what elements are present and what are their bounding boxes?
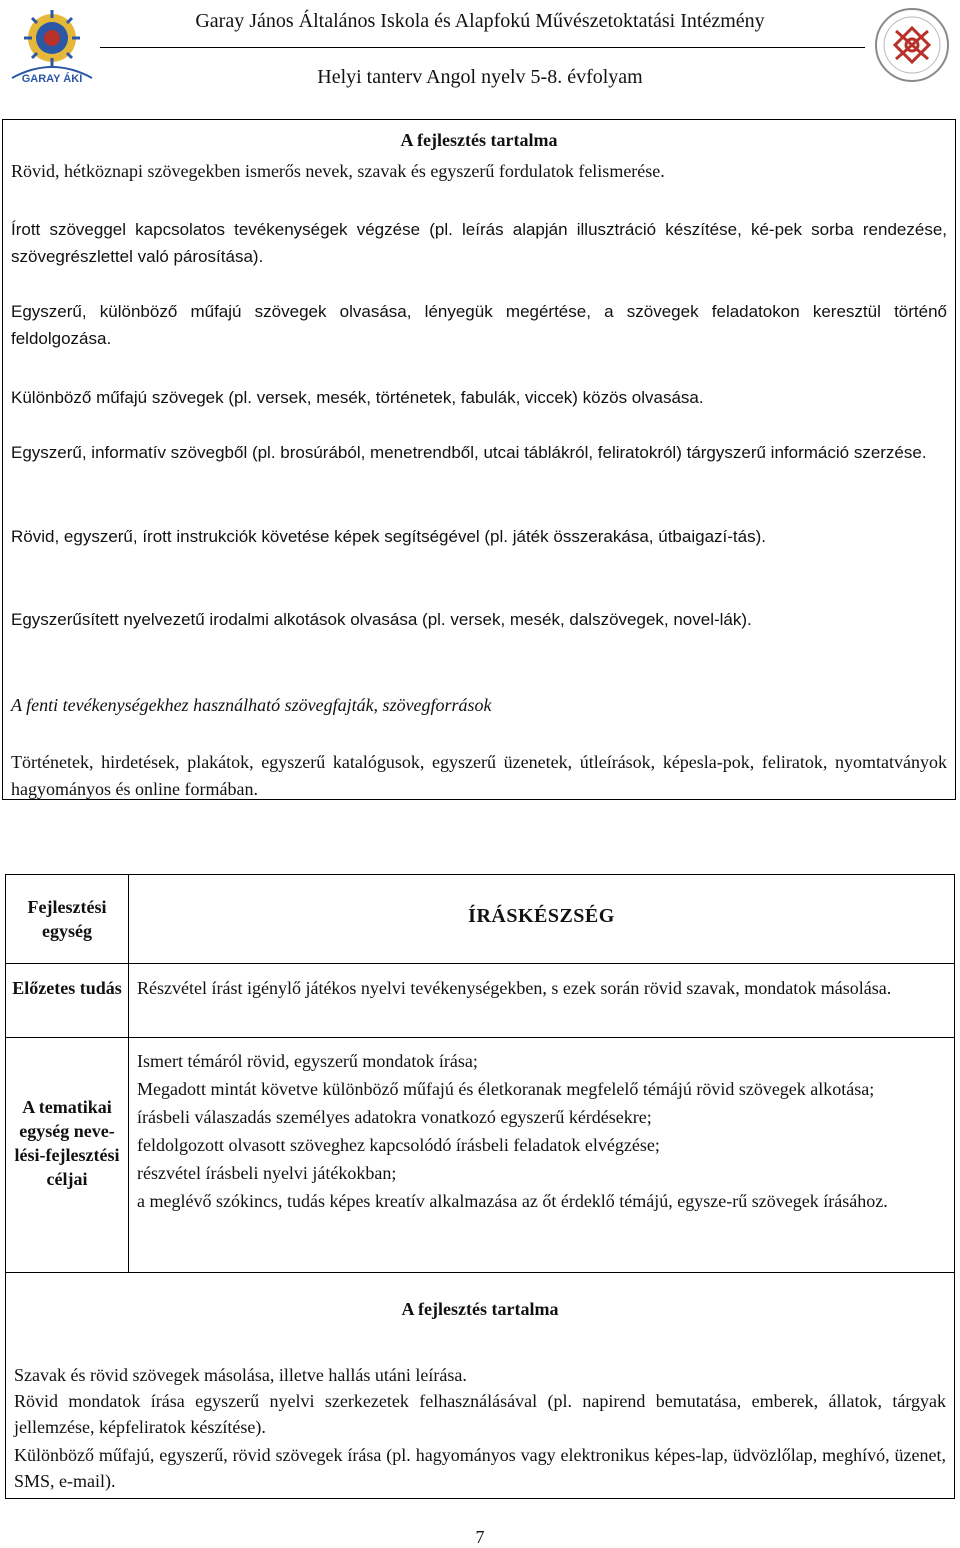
subheading-italic: A fenti tevékenységekhez használható szövegfajták, szövegforrások (11, 695, 492, 715)
header-rule (100, 47, 865, 48)
section-heading: A fejlesztés tartalma (401, 1299, 559, 1319)
paragraph: Egyszerűsített nyelvezetű irodalmi alkotások olvasása (pl. versek, mesék, dalszövegek, novel-lák). (11, 610, 752, 629)
column-divider (128, 875, 129, 1272)
seal-logo (866, 6, 958, 84)
content-paragraph: Különböző műfajú, egyszerű, rövid szövegek írása (pl. hagyományos vagy elektronikus képes-lap, üdvözlőlap, meghívó, üzenet, SMS, e-mail). (14, 1445, 946, 1491)
paragraph: Egyszerű, különböző műfajú szövegek olvasása, lényegük megértése, a szövegek feladatokon keresztül történő feldolgozása. (11, 302, 947, 348)
content-box-reading (2, 119, 956, 800)
logo-text: GARAY ÁKI (21, 73, 83, 85)
goal-item: feldolgozott olvasott szöveghez kapcsolódó írásbeli feladatok elvégzése; (137, 1135, 660, 1155)
unit-label: Fejlesztési egység (27, 897, 107, 941)
paragraph: Történetek, hirdetések, plakátok, egyszerű katalógusok, egyszerű üzenetek, útleírások, képesla-pok, feliratok, nyomtatványok hagyományos és online formában. (11, 752, 947, 799)
goal-item: Ismert témáról rövid, egyszerű mondatok írása; (137, 1051, 478, 1071)
row-divider (6, 963, 954, 964)
goals-label: A tematikai egység neve-lési-fejlesztési céljai (14, 1097, 120, 1189)
paragraph: Egyszerű, informatív szövegből (pl. brosúrából, menetrendből, utcai táblákról, feliratokról) tárgyszerű információ szerzése. (11, 443, 927, 462)
paragraph: Írott szöveggel kapcsolatos tevékenységek végzése (pl. leírás alapján illusztráció készítése, ké-pek sorba rendezése, szövegrészlettel való párosítása). (11, 220, 947, 266)
row-divider (6, 1272, 954, 1273)
content-paragraph: Rövid mondatok írása egyszerű nyelvi szerkezetek felhasználásával (pl. napirend bemutatása, emberek, állatok, tárgyak jellemzése, képfeliratok készítése). (14, 1391, 946, 1437)
paragraph: Rövid, egyszerű, írott instrukciók követése képek segítségével (pl. játék összerakása, útbaigazí-tás). (11, 527, 766, 546)
unit-title: ÍRÁSKÉSZSÉG (468, 905, 615, 927)
content-paragraph: Szavak és rövid szövegek másolása, illetve hallás utáni leírása. (14, 1365, 467, 1385)
page-number: 7 (475, 1527, 485, 1547)
paragraph: Rövid, hétköznapi szövegekben ismerős nevek, szavak és egyszerű fordulatok felismerése. (11, 161, 665, 181)
row-divider (6, 1037, 954, 1038)
content-box-writing (5, 874, 955, 1499)
goals-list (137, 1047, 948, 1215)
document-subtitle: Helyi tanterv Angol nyelv 5-8. évfolyam (317, 66, 643, 88)
prior-knowledge-text: Részvétel írást igénylő játékos nyelvi tevékenységekben, s ezek során rövid szavak, mondatok másolása. (137, 978, 892, 998)
goal-item: a meglévő szókincs, tudás képes kreatív alkalmazása az őt érdeklő témájú, egysze-rű szövegek írásához. (137, 1191, 888, 1211)
section-heading: A fejlesztés tartalma (400, 130, 558, 150)
prior-knowledge-label: Előzetes tudás (12, 978, 122, 998)
goal-item: részvétel írásbeli nyelvi játékokban; (137, 1163, 397, 1183)
school-name: Garay János Általános Iskola és Alapfokú Művészetoktatási Intézmény (195, 10, 765, 32)
goal-item: Megadott mintát követve különböző műfajú és életkoranak megfelelő témájú rövid szövegek alkotása; (137, 1079, 875, 1099)
paragraph: Különböző műfajú szövegek (pl. versek, mesék, történetek, fabulák, viccek) közös olvasása. (11, 388, 704, 407)
goal-item: írásbeli válaszadás személyes adatokra vonatkozó egyszerű kérdésekre; (137, 1107, 652, 1127)
